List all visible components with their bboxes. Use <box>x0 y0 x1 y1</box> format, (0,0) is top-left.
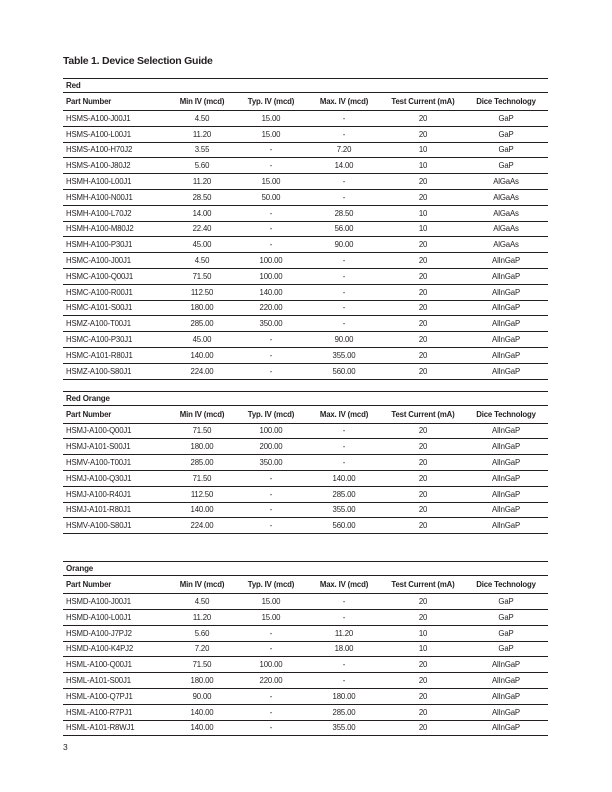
value-cell: 20 <box>382 300 464 316</box>
table-row <box>63 609 548 625</box>
value-cell: 112.50 <box>168 486 236 502</box>
table-row <box>63 502 548 518</box>
value-cell: 20 <box>382 704 464 720</box>
value-cell: AlInGaP <box>464 268 548 284</box>
value-cell: 20 <box>382 673 464 689</box>
value-cell: 20 <box>382 316 464 332</box>
value-cell: - <box>236 158 306 174</box>
value-cell: 20 <box>382 423 464 439</box>
value-cell: 220.00 <box>236 300 306 316</box>
value-cell: 20 <box>382 439 464 455</box>
part-number-cell: HSMD-A100-J7PJ2 <box>63 625 168 641</box>
value-cell: - <box>236 720 306 736</box>
value-cell: 20 <box>382 237 464 253</box>
part-number-cell: HSML-A100-Q00J1 <box>63 657 168 673</box>
table-row <box>63 423 548 439</box>
value-cell: 15.00 <box>236 594 306 610</box>
value-cell: AlInGaP <box>464 316 548 332</box>
table-row <box>63 594 548 610</box>
part-number-cell: HSMD-A100-J00J1 <box>63 594 168 610</box>
value-cell: 20 <box>382 189 464 205</box>
column-header-row <box>63 405 548 423</box>
value-cell: GaP <box>464 625 548 641</box>
value-cell: - <box>306 609 382 625</box>
value-cell: 355.00 <box>306 347 382 363</box>
section-title: Red <box>63 79 548 93</box>
part-number-cell: HSMD-A100-K4PJ2 <box>63 641 168 657</box>
table-row <box>63 284 548 300</box>
table-row <box>63 174 548 190</box>
section-header-row <box>63 391 548 405</box>
column-header: Min IV (mcd) <box>168 93 236 111</box>
value-cell: - <box>236 237 306 253</box>
value-cell: AlInGaP <box>464 657 548 673</box>
value-cell: 5.60 <box>168 625 236 641</box>
value-cell: GaP <box>464 158 548 174</box>
value-cell: 15.00 <box>236 111 306 127</box>
value-cell: AlInGaP <box>464 673 548 689</box>
value-cell: 100.00 <box>236 423 306 439</box>
part-number-cell: HSMH-A100-P30J1 <box>63 237 168 253</box>
value-cell: 140.00 <box>168 502 236 518</box>
value-cell: 7.20 <box>306 142 382 158</box>
value-cell: - <box>236 363 306 379</box>
value-cell: 20 <box>382 518 464 534</box>
value-cell: - <box>306 253 382 269</box>
value-cell: 22.40 <box>168 221 236 237</box>
value-cell: AlInGaP <box>464 704 548 720</box>
value-cell: 15.00 <box>236 174 306 190</box>
part-number-cell: HSMH-A100-L70J2 <box>63 205 168 221</box>
value-cell: AlInGaP <box>464 470 548 486</box>
part-number-cell: HSMJ-A100-Q00J1 <box>63 423 168 439</box>
value-cell: 4.50 <box>168 111 236 127</box>
part-number-cell: HSMJ-A100-R40J1 <box>63 486 168 502</box>
column-header-row <box>63 576 548 594</box>
value-cell: - <box>306 284 382 300</box>
value-cell: - <box>306 268 382 284</box>
device-table-orange <box>63 561 548 736</box>
section-title: Red Orange <box>63 391 548 405</box>
value-cell: 45.00 <box>168 237 236 253</box>
value-cell: 14.00 <box>168 205 236 221</box>
value-cell: - <box>236 625 306 641</box>
value-cell: 20 <box>382 174 464 190</box>
table-row <box>63 221 548 237</box>
value-cell: 71.50 <box>168 423 236 439</box>
table-row <box>63 657 548 673</box>
value-cell: 4.50 <box>168 594 236 610</box>
value-cell: 4.50 <box>168 253 236 269</box>
device-table-red-orange <box>63 391 548 535</box>
value-cell: - <box>306 455 382 471</box>
value-cell: - <box>236 688 306 704</box>
value-cell: 285.00 <box>306 486 382 502</box>
value-cell: - <box>306 423 382 439</box>
value-cell: 56.00 <box>306 221 382 237</box>
value-cell: - <box>236 347 306 363</box>
part-number-cell: HSMC-A100-Q00J1 <box>63 268 168 284</box>
part-number-cell: HSMC-A100-P30J1 <box>63 332 168 348</box>
value-cell: 285.00 <box>168 455 236 471</box>
value-cell: - <box>306 657 382 673</box>
value-cell: 560.00 <box>306 363 382 379</box>
value-cell: GaP <box>464 594 548 610</box>
table-row <box>63 111 548 127</box>
value-cell: AlGaAs <box>464 237 548 253</box>
value-cell: 560.00 <box>306 518 382 534</box>
value-cell: 71.50 <box>168 657 236 673</box>
value-cell: 20 <box>382 111 464 127</box>
value-cell: 71.50 <box>168 268 236 284</box>
part-number-cell: HSMJ-A101-R80J1 <box>63 502 168 518</box>
table-row <box>63 486 548 502</box>
value-cell: AlInGaP <box>464 720 548 736</box>
value-cell: 350.00 <box>236 316 306 332</box>
value-cell: 90.00 <box>306 237 382 253</box>
table-row <box>63 332 548 348</box>
part-number-cell: HSMH-A100-M80J2 <box>63 221 168 237</box>
table-row <box>63 641 548 657</box>
value-cell: 20 <box>382 455 464 471</box>
table-row <box>63 470 548 486</box>
part-number-cell: HSMC-A100-R00J1 <box>63 284 168 300</box>
part-number-cell: HSML-A101-S00J1 <box>63 673 168 689</box>
value-cell: 10 <box>382 142 464 158</box>
table-row <box>63 518 548 534</box>
table-row <box>63 268 548 284</box>
table-row <box>63 300 548 316</box>
value-cell: 220.00 <box>236 673 306 689</box>
part-number-cell: HSMH-A100-N00J1 <box>63 189 168 205</box>
value-cell: GaP <box>464 126 548 142</box>
column-header: Max. IV (mcd) <box>306 576 382 594</box>
part-number-cell: HSMC-A101-S00J1 <box>63 300 168 316</box>
value-cell: 140.00 <box>306 470 382 486</box>
value-cell: 11.20 <box>168 609 236 625</box>
part-number-cell: HSMS-A100-J00J1 <box>63 111 168 127</box>
value-cell: 20 <box>382 657 464 673</box>
value-cell: 45.00 <box>168 332 236 348</box>
column-header: Typ. IV (mcd) <box>236 576 306 594</box>
value-cell: 180.00 <box>168 439 236 455</box>
table-row <box>63 205 548 221</box>
column-header: Part Number <box>63 405 168 423</box>
value-cell: - <box>306 594 382 610</box>
column-header: Min IV (mcd) <box>168 405 236 423</box>
column-header: Test Current (mA) <box>382 576 464 594</box>
part-number-cell: HSMJ-A101-S00J1 <box>63 439 168 455</box>
column-header: Test Current (mA) <box>382 405 464 423</box>
table-row <box>63 455 548 471</box>
value-cell: - <box>306 174 382 190</box>
value-cell: 20 <box>382 470 464 486</box>
value-cell: 285.00 <box>306 704 382 720</box>
column-header: Typ. IV (mcd) <box>236 93 306 111</box>
value-cell: 20 <box>382 486 464 502</box>
part-number-cell: HSMJ-A100-Q30J1 <box>63 470 168 486</box>
column-header: Part Number <box>63 93 168 111</box>
part-number-cell: HSMV-A100-S80J1 <box>63 518 168 534</box>
part-number-cell: HSMC-A100-J00J1 <box>63 253 168 269</box>
column-header: Dice Technology <box>464 405 548 423</box>
column-header: Max. IV (mcd) <box>306 93 382 111</box>
value-cell: - <box>236 704 306 720</box>
section-header-row <box>63 562 548 576</box>
value-cell: 180.00 <box>168 673 236 689</box>
part-number-cell: HSMV-A100-T00J1 <box>63 455 168 471</box>
value-cell: 3.55 <box>168 142 236 158</box>
value-cell: AlInGaP <box>464 502 548 518</box>
value-cell: 10 <box>382 641 464 657</box>
column-header-row <box>63 93 548 111</box>
value-cell: - <box>236 486 306 502</box>
value-cell: 10 <box>382 158 464 174</box>
value-cell: 350.00 <box>236 455 306 471</box>
device-table-red <box>63 78 548 380</box>
section-title: Orange <box>63 562 548 576</box>
value-cell: AlInGaP <box>464 455 548 471</box>
part-number-cell: HSMH-A100-L00J1 <box>63 174 168 190</box>
value-cell: 11.20 <box>168 174 236 190</box>
column-header: Typ. IV (mcd) <box>236 405 306 423</box>
value-cell: AlInGaP <box>464 486 548 502</box>
value-cell: 20 <box>382 720 464 736</box>
value-cell: - <box>236 470 306 486</box>
value-cell: AlInGaP <box>464 423 548 439</box>
value-cell: 20 <box>382 332 464 348</box>
value-cell: 20 <box>382 253 464 269</box>
value-cell: 15.00 <box>236 126 306 142</box>
value-cell: 11.20 <box>306 625 382 641</box>
value-cell: GaP <box>464 609 548 625</box>
value-cell: 28.50 <box>306 205 382 221</box>
table-row <box>63 673 548 689</box>
value-cell: - <box>306 126 382 142</box>
column-header: Dice Technology <box>464 576 548 594</box>
table-row <box>63 347 548 363</box>
value-cell: 5.60 <box>168 158 236 174</box>
value-cell: 140.00 <box>168 720 236 736</box>
value-cell: 20 <box>382 268 464 284</box>
table-row <box>63 189 548 205</box>
table-row <box>63 158 548 174</box>
value-cell: AlInGaP <box>464 253 548 269</box>
value-cell: 11.20 <box>168 126 236 142</box>
column-header: Max. IV (mcd) <box>306 405 382 423</box>
table-row <box>63 126 548 142</box>
part-number-cell: HSML-A101-R8WJ1 <box>63 720 168 736</box>
value-cell: - <box>236 142 306 158</box>
value-cell: 50.00 <box>236 189 306 205</box>
part-number-cell: HSML-A100-Q7PJ1 <box>63 688 168 704</box>
value-cell: GaP <box>464 142 548 158</box>
column-header: Min IV (mcd) <box>168 576 236 594</box>
value-cell: AlInGaP <box>464 688 548 704</box>
part-number-cell: HSMZ-A100-T00J1 <box>63 316 168 332</box>
value-cell: - <box>236 205 306 221</box>
table-row <box>63 688 548 704</box>
value-cell: 140.00 <box>168 347 236 363</box>
table-row <box>63 316 548 332</box>
value-cell: GaP <box>464 641 548 657</box>
value-cell: AlGaAs <box>464 189 548 205</box>
value-cell: 10 <box>382 625 464 641</box>
value-cell: - <box>306 673 382 689</box>
value-cell: 140.00 <box>168 704 236 720</box>
value-cell: AlInGaP <box>464 284 548 300</box>
table-row <box>63 253 548 269</box>
value-cell: 100.00 <box>236 268 306 284</box>
part-number-cell: HSML-A100-R7PJ1 <box>63 704 168 720</box>
value-cell: 10 <box>382 221 464 237</box>
value-cell: 355.00 <box>306 720 382 736</box>
table-row <box>63 439 548 455</box>
value-cell: - <box>306 316 382 332</box>
value-cell: 140.00 <box>236 284 306 300</box>
table-title: Table 1. Device Selection Guide <box>63 55 213 67</box>
page-number: 3 <box>63 742 68 752</box>
value-cell: - <box>236 641 306 657</box>
part-number-cell: HSMS-A100-H70J2 <box>63 142 168 158</box>
value-cell: - <box>236 332 306 348</box>
value-cell: GaP <box>464 111 548 127</box>
value-cell: 224.00 <box>168 518 236 534</box>
column-header: Dice Technology <box>464 93 548 111</box>
value-cell: 20 <box>382 363 464 379</box>
value-cell: AlInGaP <box>464 332 548 348</box>
value-cell: - <box>236 221 306 237</box>
part-number-cell: HSMD-A100-L00J1 <box>63 609 168 625</box>
value-cell: 90.00 <box>306 332 382 348</box>
value-cell: 200.00 <box>236 439 306 455</box>
column-header: Part Number <box>63 576 168 594</box>
table-row <box>63 237 548 253</box>
value-cell: AlGaAs <box>464 205 548 221</box>
value-cell: 15.00 <box>236 609 306 625</box>
part-number-cell: HSMZ-A100-S80J1 <box>63 363 168 379</box>
value-cell: - <box>306 189 382 205</box>
part-number-cell: HSMS-A100-J80J2 <box>63 158 168 174</box>
value-cell: AlInGaP <box>464 363 548 379</box>
value-cell: 14.00 <box>306 158 382 174</box>
value-cell: 180.00 <box>168 300 236 316</box>
value-cell: AlGaAs <box>464 174 548 190</box>
value-cell: AlInGaP <box>464 300 548 316</box>
part-number-cell: HSMS-A100-L00J1 <box>63 126 168 142</box>
value-cell: AlInGaP <box>464 347 548 363</box>
value-cell: 20 <box>382 609 464 625</box>
device-selection-tables <box>63 78 548 747</box>
table-row <box>63 625 548 641</box>
value-cell: 112.50 <box>168 284 236 300</box>
value-cell: 20 <box>382 347 464 363</box>
value-cell: 20 <box>382 502 464 518</box>
table-row <box>63 142 548 158</box>
table-row <box>63 704 548 720</box>
part-number-cell: HSMC-A101-R80J1 <box>63 347 168 363</box>
value-cell: 90.00 <box>168 688 236 704</box>
value-cell: 224.00 <box>168 363 236 379</box>
value-cell: 20 <box>382 284 464 300</box>
value-cell: 20 <box>382 594 464 610</box>
value-cell: - <box>236 502 306 518</box>
table-row <box>63 720 548 736</box>
value-cell: 10 <box>382 205 464 221</box>
value-cell: 28.50 <box>168 189 236 205</box>
value-cell: 20 <box>382 126 464 142</box>
section-header-row <box>63 79 548 93</box>
value-cell: - <box>306 300 382 316</box>
value-cell: 180.00 <box>306 688 382 704</box>
value-cell: - <box>306 439 382 455</box>
value-cell: 71.50 <box>168 470 236 486</box>
value-cell: 285.00 <box>168 316 236 332</box>
value-cell: - <box>306 111 382 127</box>
value-cell: 355.00 <box>306 502 382 518</box>
column-header: Test Current (mA) <box>382 93 464 111</box>
value-cell: 100.00 <box>236 657 306 673</box>
value-cell: 100.00 <box>236 253 306 269</box>
value-cell: 18.00 <box>306 641 382 657</box>
value-cell: 20 <box>382 688 464 704</box>
value-cell: 7.20 <box>168 641 236 657</box>
value-cell: AlInGaP <box>464 439 548 455</box>
value-cell: - <box>236 518 306 534</box>
table-row <box>63 363 548 379</box>
value-cell: AlInGaP <box>464 518 548 534</box>
value-cell: AlGaAs <box>464 221 548 237</box>
